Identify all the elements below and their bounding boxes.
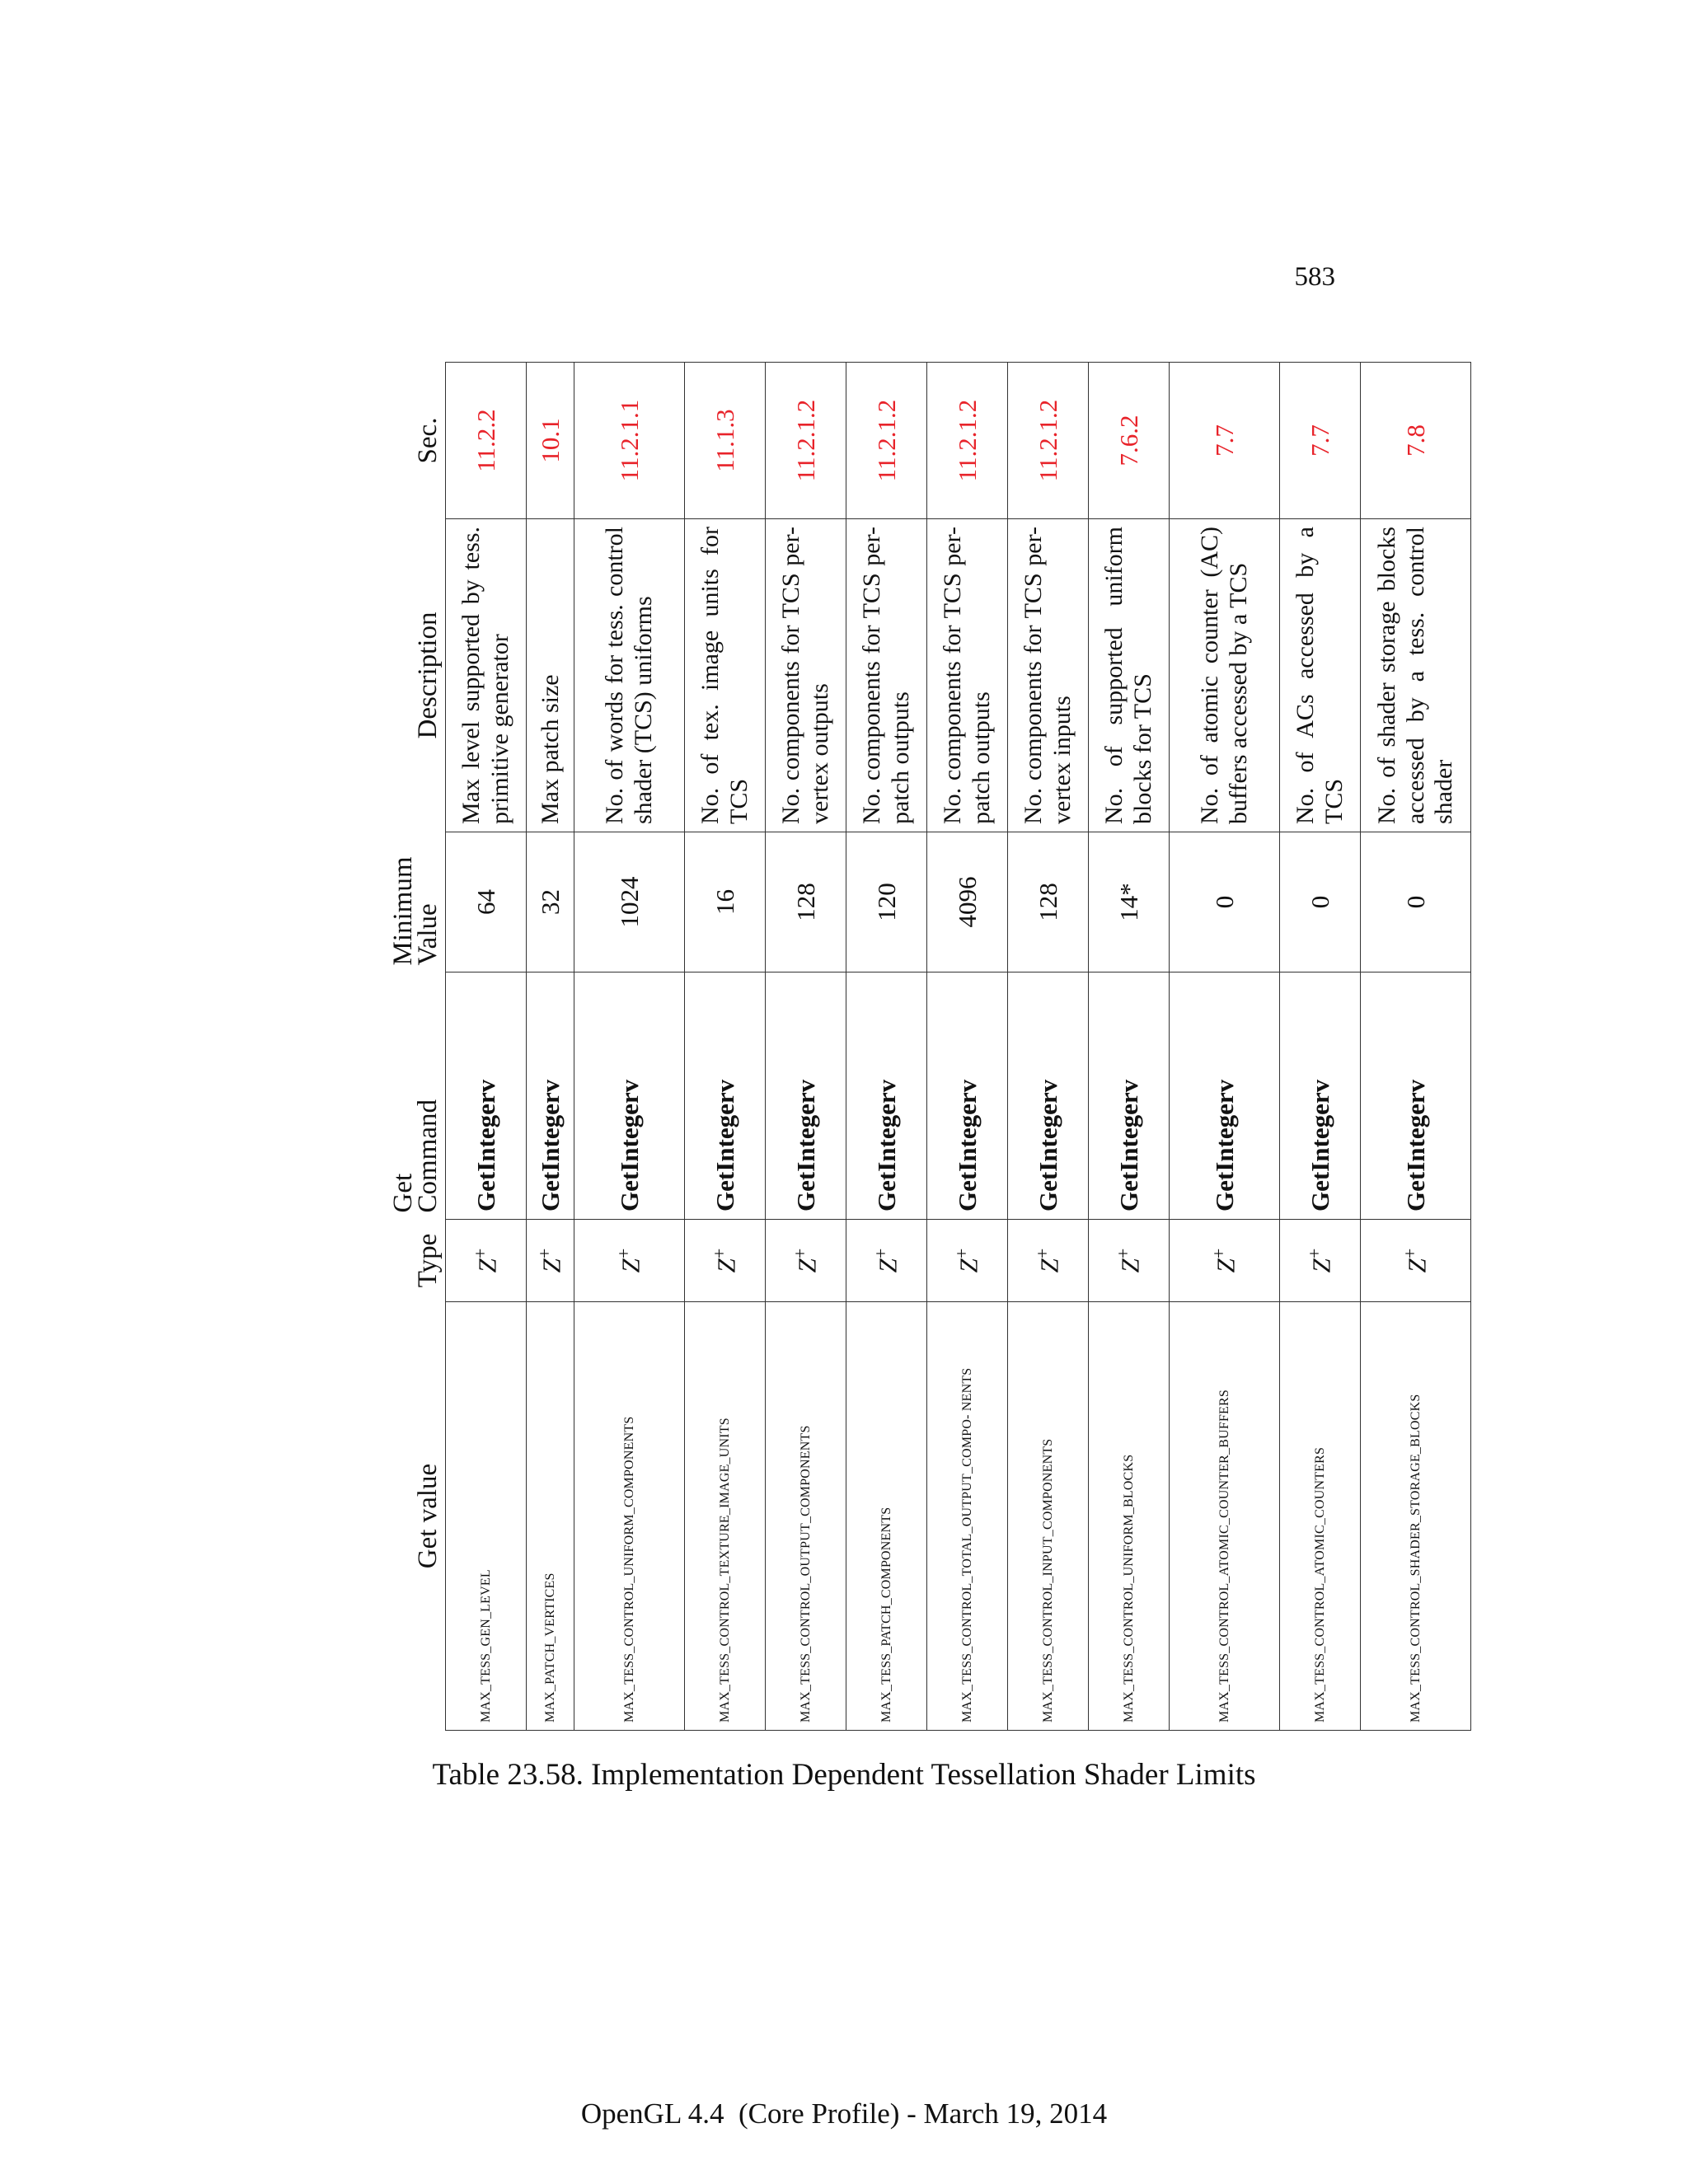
get-value-cell: MAX_TESS_CONTROL_ATOMIC_COUNTERS bbox=[1280, 1302, 1361, 1731]
type-superscript: + bbox=[709, 1248, 730, 1259]
get-value-cell: MAX_TESS_CONTROL_TEXTURE_IMAGE_UNITS bbox=[685, 1302, 766, 1731]
section-link[interactable]: 11.2.2 bbox=[446, 363, 527, 519]
description-cell: No. components for TCS per-patch outputs bbox=[927, 519, 1008, 832]
table-row bbox=[685, 363, 766, 1731]
description-cell: No. of supported uniform blocks for TCS bbox=[1089, 519, 1170, 832]
description-cell: No. of atomic counter (AC) buffers accessed by a TCS bbox=[1170, 519, 1280, 832]
get-command-cell: GetIntegerv bbox=[446, 972, 527, 1220]
minimum-value-cell: 32 bbox=[527, 832, 574, 972]
get-command-cell: GetIntegerv bbox=[1089, 972, 1170, 1220]
description-cell: Max level supported by tess. primitive generator bbox=[446, 519, 527, 832]
get-command-cell: GetIntegerv bbox=[846, 972, 927, 1220]
type-superscript: + bbox=[870, 1248, 892, 1259]
type-cell bbox=[1008, 1220, 1089, 1302]
minimum-value-cell: 0 bbox=[1280, 832, 1361, 972]
get-command-cell: GetIntegerv bbox=[1170, 972, 1280, 1220]
type-cell bbox=[527, 1220, 574, 1302]
type-cell bbox=[766, 1220, 846, 1302]
header-type: Type bbox=[412, 1233, 443, 1288]
type-superscript: + bbox=[534, 1248, 556, 1259]
get-command-cell: GetIntegerv bbox=[527, 972, 574, 1220]
type-cell bbox=[685, 1220, 766, 1302]
table-row bbox=[574, 363, 685, 1731]
minimum-value-cell: 64 bbox=[446, 832, 527, 972]
minimum-value-cell: 0 bbox=[1170, 832, 1280, 972]
description-cell: No. of ACs accessed by a TCS bbox=[1280, 519, 1361, 832]
get-command-cell: GetIntegerv bbox=[1008, 972, 1089, 1220]
get-command-cell: GetIntegerv bbox=[766, 972, 846, 1220]
get-value-cell: MAX_TESS_GEN_LEVEL bbox=[446, 1302, 527, 1731]
type-cell bbox=[574, 1220, 685, 1302]
table-row bbox=[527, 363, 574, 1731]
page-footer: OpenGL 4.4 (Core Profile) - March 19, 2014 bbox=[580, 2097, 1108, 2130]
get-command-cell: GetIntegerv bbox=[1280, 972, 1361, 1220]
table-row bbox=[846, 363, 927, 1731]
type-symbol: Z bbox=[616, 1258, 645, 1273]
minimum-value-cell: 1024 bbox=[574, 832, 685, 972]
get-command-cell: GetIntegerv bbox=[1361, 972, 1471, 1220]
table-header-row bbox=[392, 363, 446, 1731]
type-superscript: + bbox=[951, 1248, 973, 1259]
minimum-value-cell: 0 bbox=[1361, 832, 1471, 972]
minimum-value-cell: 128 bbox=[766, 832, 846, 972]
minimum-value-cell: 120 bbox=[846, 832, 927, 972]
section-link[interactable]: 7.6.2 bbox=[1089, 363, 1170, 519]
type-symbol: Z bbox=[472, 1258, 502, 1273]
header-get-command-line2: Command bbox=[412, 1099, 443, 1213]
header-description: Description bbox=[412, 612, 443, 739]
table-row bbox=[1361, 363, 1471, 1731]
section-link[interactable]: 7.8 bbox=[1361, 363, 1471, 519]
section-link[interactable]: 11.1.3 bbox=[685, 363, 766, 519]
type-superscript: + bbox=[790, 1248, 811, 1259]
section-link[interactable]: 11.2.1.2 bbox=[927, 363, 1008, 519]
get-command-cell: GetIntegerv bbox=[685, 972, 766, 1220]
type-symbol: Z bbox=[711, 1258, 741, 1273]
header-get-value: Get value bbox=[412, 1463, 443, 1569]
type-symbol: Z bbox=[954, 1258, 983, 1273]
table-row bbox=[1280, 363, 1361, 1731]
type-superscript: + bbox=[1032, 1248, 1053, 1259]
get-value-cell: MAX_PATCH_VERTICES bbox=[527, 1302, 574, 1731]
type-symbol: Z bbox=[873, 1258, 903, 1273]
table-caption: Table 23.58. Implementation Dependent Tessellation Shader Limits bbox=[432, 1758, 1256, 1792]
header-minimum-value-line1: Minimum bbox=[388, 856, 418, 966]
table-row bbox=[446, 363, 527, 1731]
type-superscript: + bbox=[613, 1248, 635, 1259]
get-value-cell: MAX_TESS_PATCH_COMPONENTS bbox=[846, 1302, 927, 1731]
get-command-cell: GetIntegerv bbox=[927, 972, 1008, 1220]
type-cell bbox=[1280, 1220, 1361, 1302]
type-superscript: + bbox=[470, 1248, 491, 1259]
header-section: Sec. bbox=[412, 417, 443, 464]
type-symbol: Z bbox=[1115, 1258, 1145, 1273]
table-row bbox=[766, 363, 846, 1731]
description-cell: No. components for TCS per-vertex outputs bbox=[766, 519, 846, 832]
type-symbol: Z bbox=[1211, 1258, 1240, 1273]
type-symbol: Z bbox=[792, 1258, 822, 1273]
minimum-value-cell: 14* bbox=[1089, 832, 1170, 972]
type-cell bbox=[1089, 1220, 1170, 1302]
get-value-cell: MAX_TESS_CONTROL_SHADER_STORAGE_BLOCKS bbox=[1361, 1302, 1471, 1731]
get-value-cell: MAX_TESS_CONTROL_UNIFORM_BLOCKS bbox=[1089, 1302, 1170, 1731]
table-row bbox=[1008, 363, 1089, 1731]
table-row bbox=[927, 363, 1008, 1731]
description-cell: No. components for TCS per-vertex inputs bbox=[1008, 519, 1089, 832]
get-command-cell: GetIntegerv bbox=[574, 972, 685, 1220]
table-container bbox=[388, 363, 1458, 1731]
page-number: 583 bbox=[1294, 262, 1335, 292]
type-symbol: Z bbox=[1034, 1258, 1064, 1273]
table-row bbox=[1089, 363, 1170, 1731]
get-value-cell: MAX_TESS_CONTROL_OUTPUT_COMPONENTS bbox=[766, 1302, 846, 1731]
tessellation-limits-table bbox=[388, 362, 1471, 1731]
section-link[interactable]: 11.2.1.2 bbox=[846, 363, 927, 519]
section-link[interactable]: 11.2.1.1 bbox=[574, 363, 685, 519]
type-superscript: + bbox=[1304, 1248, 1325, 1259]
type-cell bbox=[927, 1220, 1008, 1302]
minimum-value-cell: 128 bbox=[1008, 832, 1089, 972]
section-link[interactable]: 11.2.1.2 bbox=[766, 363, 846, 519]
type-cell bbox=[1170, 1220, 1280, 1302]
type-cell bbox=[1361, 1220, 1471, 1302]
description-cell: No. of words for tess. control shader (TCS) uniforms bbox=[574, 519, 685, 832]
table-body bbox=[446, 363, 1471, 1731]
section-link[interactable]: 7.7 bbox=[1280, 363, 1361, 519]
section-link[interactable]: 10.1 bbox=[527, 363, 574, 519]
get-value-cell: MAX_TESS_CONTROL_UNIFORM_COMPONENTS bbox=[574, 1302, 685, 1731]
type-symbol: Z bbox=[1402, 1258, 1432, 1273]
description-cell: No. components for TCS per-patch outputs bbox=[846, 519, 927, 832]
get-value-cell: MAX_TESS_CONTROL_INPUT_COMPONENTS bbox=[1008, 1302, 1089, 1731]
type-superscript: + bbox=[1113, 1248, 1134, 1259]
type-superscript: + bbox=[1400, 1248, 1421, 1259]
get-value-cell: MAX_TESS_CONTROL_TOTAL_OUTPUT_COMPO- NENTS bbox=[927, 1302, 1008, 1731]
description-cell: Max patch size bbox=[527, 519, 574, 832]
minimum-value-cell: 16 bbox=[685, 832, 766, 972]
table-row bbox=[1170, 363, 1280, 1731]
header-minimum-value-line2: Value bbox=[412, 903, 443, 966]
type-symbol: Z bbox=[537, 1258, 566, 1273]
rotated-table-frame bbox=[388, 363, 1458, 1731]
section-link[interactable]: 11.2.1.2 bbox=[1008, 363, 1089, 519]
type-cell bbox=[446, 1220, 527, 1302]
minimum-value-cell: 4096 bbox=[927, 832, 1008, 972]
header-get-command-line1: Get bbox=[388, 1173, 418, 1213]
type-symbol: Z bbox=[1306, 1258, 1336, 1273]
get-value-cell: MAX_TESS_CONTROL_ATOMIC_COUNTER_BUFFERS bbox=[1170, 1302, 1280, 1731]
type-cell bbox=[846, 1220, 927, 1302]
description-cell: No. of shader storage blocks accessed by a tess. control shader bbox=[1361, 519, 1471, 832]
header-minimum-value bbox=[388, 832, 446, 972]
type-superscript: + bbox=[1208, 1248, 1230, 1259]
section-link[interactable]: 7.7 bbox=[1170, 363, 1280, 519]
description-cell: No. of tex. image units for TCS bbox=[685, 519, 766, 832]
header-get-command bbox=[388, 972, 446, 1220]
